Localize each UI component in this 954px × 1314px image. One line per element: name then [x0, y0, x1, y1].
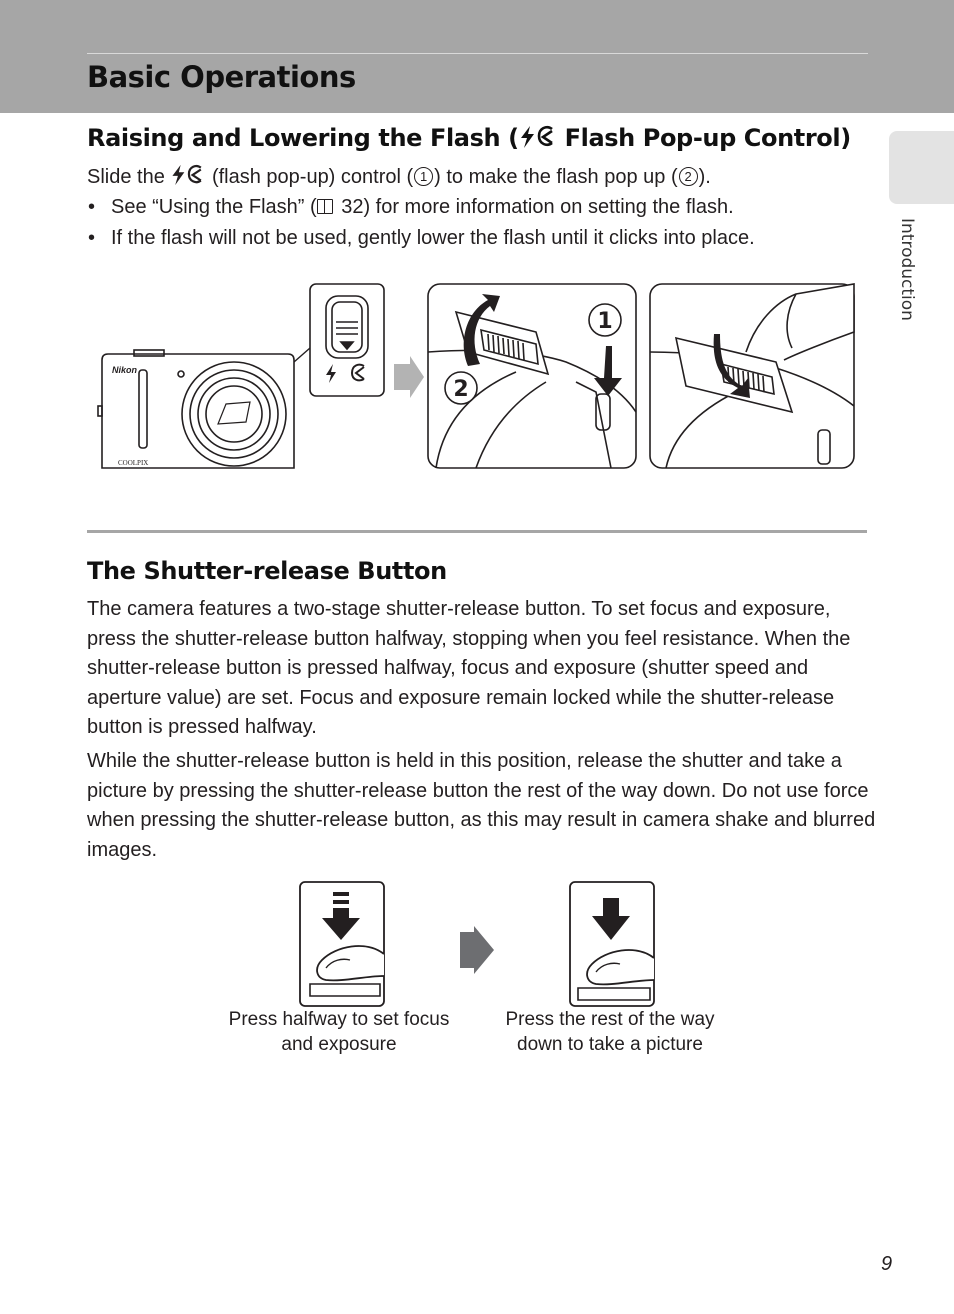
flash-figure [96, 282, 858, 474]
lead-part3: ) to make the flash pop up ( [434, 166, 678, 188]
flash-lead-text [87, 164, 711, 189]
flash-lower-closeup [650, 284, 854, 468]
step-2-marker: 2 [679, 167, 698, 186]
caption-half-press [218, 1007, 460, 1057]
chapter-title: Basic Operations [87, 60, 356, 94]
next-step-arrow-icon [460, 926, 494, 974]
full-press-illustration [570, 882, 654, 1006]
flash-bullets [87, 196, 755, 258]
header-rule [87, 53, 868, 54]
flash-switch-closeup [310, 284, 384, 396]
bullet1-text-a: See “Using the Flash” ( [111, 196, 317, 218]
flash-section-title [87, 124, 851, 152]
caption-full-press-line2: down to take a picture [517, 1034, 703, 1055]
bullet1-text-b: 32) for more information on setting the flash. [335, 196, 734, 218]
side-tab[interactable] [889, 131, 954, 204]
shutter-figure [296, 880, 658, 1010]
lead-part1: Slide the [87, 166, 171, 188]
bullet-lower-flash: • If the flash will not be used, gently lower the flash until it clicks into place. [87, 227, 755, 258]
caption-half-press-line2: and exposure [281, 1034, 397, 1055]
caption-half-press-line1: Press halfway to set focus [228, 1009, 450, 1030]
flash-popup-icon [519, 125, 557, 149]
callout-1-label: 1 [597, 309, 613, 334]
shutter-paragraph-1: The camera features a two-stage shutter-release button. To set focus and exposure, press the shutter-release button halfway, stopping when you feel resistance. When the shutter-release button is pressed halfway, focus and exposure (shutter speed and aperture value) are set. Focus and exposure remain locked while the shutter-release button is pressed halfway. [87, 598, 851, 738]
caption-full-press-line1: Press the rest of the way [505, 1009, 715, 1030]
bullet-using-flash [87, 196, 755, 227]
flash-title-part2: Flash Pop-up Control) [556, 124, 851, 152]
header-band [0, 0, 954, 113]
caption-full-press [490, 1007, 730, 1057]
side-tab-label: Introduction [897, 218, 917, 321]
step-1-marker: 1 [414, 167, 433, 186]
model-logo: COOLPIX [118, 459, 149, 467]
lead-part4: ). [698, 166, 711, 188]
flash-popup-icon [170, 164, 206, 186]
brand-logo: Nikon [112, 365, 138, 375]
page-number: 9 [881, 1253, 893, 1275]
section-divider [87, 530, 867, 533]
callout-2-label: 2 [453, 377, 469, 402]
flash-title-part1: Raising and Lowering the Flash ( [87, 124, 519, 152]
shutter-paragraph-2: While the shutter-release button is held in this position, release the shutter and take a picture by pressing the shutter-release button the rest of the way down. Do not use force when pressing the shutter-release button, as this may result in camera shake and blurred images. [87, 750, 876, 861]
shutter-section-title: The Shutter-release Button [87, 557, 447, 585]
next-step-arrow-icon [394, 356, 424, 398]
half-press-illustration [300, 882, 384, 1006]
book-icon[interactable] [317, 199, 333, 214]
lead-part2: (flash pop-up) control ( [206, 166, 414, 188]
